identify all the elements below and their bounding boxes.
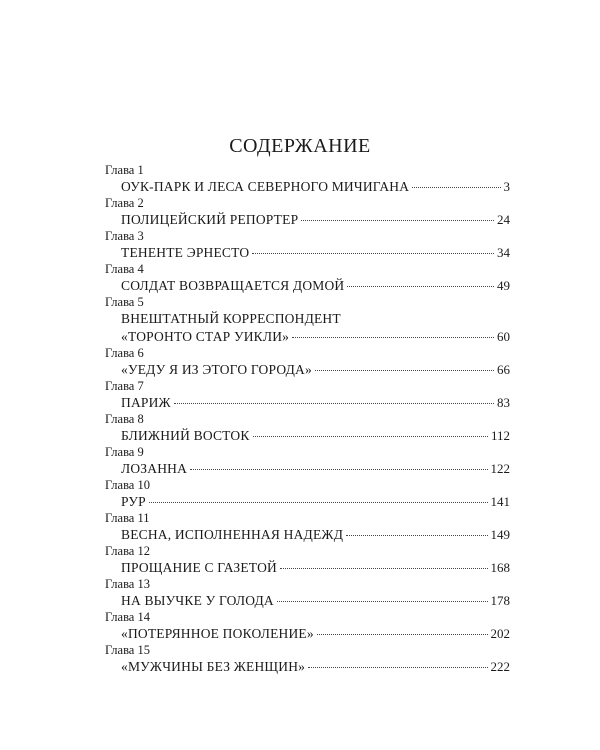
chapter-label: Глава 14: [105, 610, 150, 624]
chapter-row[interactable]: [105, 277, 510, 295]
dot-leader: [252, 253, 494, 254]
chapter-title-wrap: [121, 310, 510, 346]
page-number: 222: [490, 659, 510, 674]
chapter-row[interactable]: [105, 244, 510, 262]
dot-leader: [292, 337, 494, 338]
page-number: 3: [503, 179, 510, 194]
page-number: 141: [490, 494, 510, 509]
dot-leader: [315, 370, 494, 371]
toc-entry-6: [105, 346, 510, 379]
chapter-row[interactable]: [105, 625, 510, 643]
chapter-row[interactable]: [105, 427, 510, 445]
dot-leader: [347, 286, 494, 287]
page-number: 168: [490, 560, 510, 575]
chapter-label: Глава 6: [105, 346, 144, 360]
page-number: 178: [490, 593, 510, 608]
chapter-title: СОЛДАТ ВОЗВРАЩАЕТСЯ ДОМОЙ: [121, 278, 345, 293]
chapter-row[interactable]: [105, 592, 510, 610]
chapter-title-line1: ВНЕШТАТНЫЙ КОРРЕСПОНДЕНТ: [121, 311, 341, 326]
chapter-title: НА ВЫУЧКЕ У ГОЛОДА: [121, 593, 274, 608]
chapter-title: ПРОЩАНИЕ С ГАЗЕТОЙ: [121, 560, 277, 575]
page-number: 83: [497, 395, 510, 410]
page-number: 34: [497, 245, 510, 260]
chapter-row[interactable]: [105, 559, 510, 577]
toc-entry-3: [105, 229, 510, 262]
chapter-label: Глава 15: [105, 643, 150, 657]
chapter-title: ОУК-ПАРК И ЛЕСА СЕВЕРНОГО МИЧИГАНА: [121, 179, 410, 194]
toc-entry-4: [105, 262, 510, 295]
toc-entry-9: [105, 445, 510, 478]
chapter-title: ПОЛИЦЕЙСКИЙ РЕПОРТЕР: [121, 212, 299, 227]
chapter-row[interactable]: [105, 310, 510, 346]
chapter-title: ТЕНЕНТЕ ЭРНЕСТО: [121, 245, 250, 260]
dot-leader: [317, 634, 488, 635]
toc-entry-7: [105, 379, 510, 412]
chapter-title: «ПОТЕРЯННОЕ ПОКОЛЕНИЕ»: [121, 626, 314, 641]
chapter-title: «ТОРОНТО СТАР УИКЛИ»: [121, 329, 290, 344]
chapter-title: РУР: [121, 494, 146, 509]
dot-leader: [149, 502, 488, 503]
chapter-title-last-line: [121, 328, 510, 346]
chapter-label: Глава 5: [105, 295, 144, 309]
chapter-title: «УЕДУ Я ИЗ ЭТОГО ГОРОДА»: [121, 362, 312, 377]
chapter-row[interactable]: [105, 526, 510, 544]
chapter-row[interactable]: [105, 394, 510, 412]
page-number: 49: [497, 278, 510, 293]
dot-leader: [308, 667, 487, 668]
dot-leader: [301, 220, 494, 221]
toc-list: [105, 163, 510, 676]
toc-entry-14: [105, 610, 510, 643]
chapter-row[interactable]: [105, 493, 510, 511]
dot-leader: [412, 187, 500, 188]
chapter-label: Глава 8: [105, 412, 144, 426]
dot-leader: [277, 601, 488, 602]
dot-leader: [346, 535, 487, 536]
chapter-label: Глава 9: [105, 445, 144, 459]
toc-heading: СОДЕРЖАНИЕ: [229, 135, 371, 157]
page-number: 202: [490, 626, 510, 641]
page-number: 112: [490, 428, 510, 443]
toc-entry-5: [105, 295, 510, 346]
chapter-label: Глава 12: [105, 544, 150, 558]
chapter-label: Глава 4: [105, 262, 144, 276]
page-number: 24: [497, 212, 510, 227]
chapter-title: ЛОЗАННА: [121, 461, 188, 476]
chapter-row[interactable]: [105, 658, 510, 676]
dot-leader: [190, 469, 487, 470]
page-number: 122: [490, 461, 510, 476]
chapter-title: ВЕСНА, ИСПОЛНЕННАЯ НАДЕЖД: [121, 527, 344, 542]
chapter-label: Глава 7: [105, 379, 144, 393]
toc-entry-10: [105, 478, 510, 511]
toc-entry-13: [105, 577, 510, 610]
chapter-title: ПАРИЖ: [121, 395, 171, 410]
page-number: 149: [490, 527, 510, 542]
chapter-label: Глава 13: [105, 577, 150, 591]
toc-entry-11: [105, 511, 510, 544]
chapter-row[interactable]: [105, 211, 510, 229]
chapter-title: «МУЖЧИНЫ БЕЗ ЖЕНЩИН»: [121, 659, 306, 674]
page-number: 66: [497, 362, 510, 377]
dot-leader: [174, 403, 494, 404]
toc-entry-8: [105, 412, 510, 445]
chapter-label: Глава 1: [105, 163, 144, 177]
chapter-row[interactable]: [105, 178, 510, 196]
toc-entry-12: [105, 544, 510, 577]
chapter-label: Глава 11: [105, 511, 150, 525]
toc-entry-15: [105, 643, 510, 676]
chapter-row[interactable]: [105, 460, 510, 478]
chapter-title: БЛИЖНИЙ ВОСТОК: [121, 428, 250, 443]
page-number: 60: [497, 329, 510, 344]
toc-entry-2: [105, 196, 510, 229]
chapter-label: Глава 2: [105, 196, 144, 210]
toc-entry-1: [105, 163, 510, 196]
chapter-label: Глава 3: [105, 229, 144, 243]
chapter-row[interactable]: [105, 361, 510, 379]
dot-leader: [253, 436, 488, 437]
dot-leader: [280, 568, 488, 569]
chapter-label: Глава 10: [105, 478, 150, 492]
